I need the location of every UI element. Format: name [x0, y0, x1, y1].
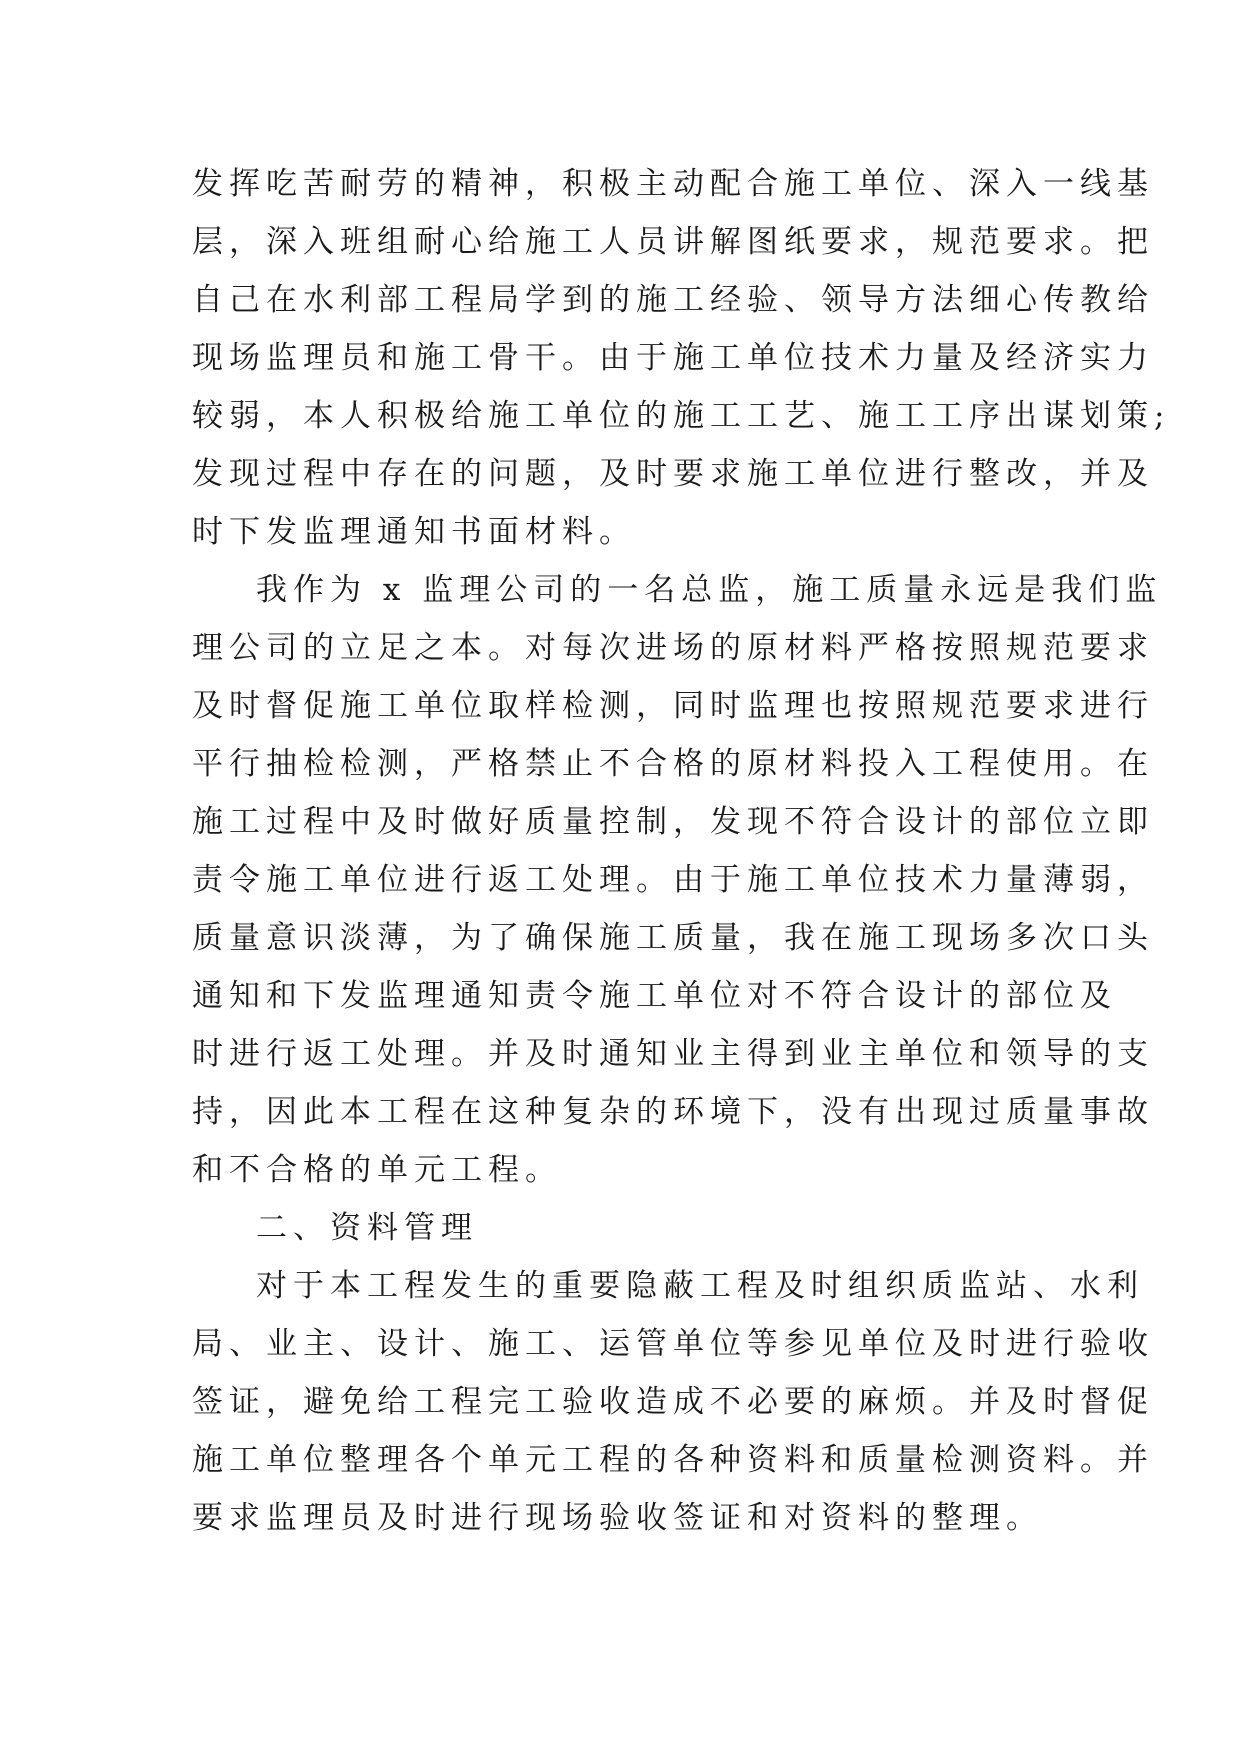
text-line: 责令施工单位进行返工处理。由于施工单位技术力量薄弱，: [192, 862, 1154, 898]
document-body: [192, 155, 1171, 1547]
text-line: 时进行返工处理。并及时通知业主得到业主单位和领导的支: [192, 1036, 1154, 1072]
text-line: 及时督促施工单位取样检测，同时监理也按照规范要求进行: [192, 688, 1154, 724]
section-heading-text: 二、资料管理: [256, 1210, 478, 1246]
text-line: 要求监理员及时进行现场验收签证和对资料的整理。: [192, 1500, 1043, 1536]
text-line: 通知和下发监理通知责令施工单位对不符合设计的部位及: [192, 978, 1117, 1014]
text-line: 质量意识淡薄，为了确保施工质量，我在施工现场多次口头: [192, 920, 1154, 956]
text-line: 局、业主、设计、施工、运管单位等参见单位及时进行验收: [192, 1326, 1154, 1362]
paragraph-site-work: [192, 155, 1171, 561]
text-line: 对于本工程发生的重要隐蔽工程及时组织质监站、水利: [256, 1268, 1144, 1304]
text-line: 现场监理员和施工骨干。由于施工单位技术力量及经济实力: [192, 340, 1154, 376]
text-line: 施工过程中及时做好质量控制，发现不符合设计的部位立即: [192, 804, 1154, 840]
text-line: 和不合格的单元工程。: [192, 1152, 562, 1188]
text-line: 较弱，本人积极给施工单位的施工工艺、施工工序出谋划策;: [192, 398, 1171, 434]
paragraph-quality-control: [192, 561, 1163, 1199]
section-heading: [192, 1199, 1052, 1257]
text-line: 签证，避免给工程完工验收造成不必要的麻烦。并及时督促: [192, 1384, 1154, 1420]
text-line: 层，深入班组耐心给施工人员讲解图纸要求，规范要求。把: [192, 224, 1154, 260]
text-line: 我作为 x 监理公司的一名总监，施工质量永远是我们监: [256, 572, 1163, 608]
text-line: 平行抽检检测，严格禁止不合格的原材料投入工程使用。在: [192, 746, 1154, 782]
text-line: 持，因此本工程在这种复杂的环境下，没有出现过质量事故: [192, 1094, 1154, 1130]
paragraph-documentation: [192, 1257, 1154, 1547]
text-line: 时下发监理通知书面材料。: [192, 514, 636, 550]
text-line: 发现过程中存在的问题，及时要求施工单位进行整改，并及: [192, 456, 1154, 492]
text-line: 施工单位整理各个单元工程的各种资料和质量检测资料。并: [192, 1442, 1154, 1478]
text-line: 发挥吃苦耐劳的精神，积极主动配合施工单位、深入一线基: [192, 166, 1154, 202]
text-line: 理公司的立足之本。对每次进场的原材料严格按照规范要求: [192, 630, 1154, 666]
text-line: 自己在水利部工程局学到的施工经验、领导方法细心传教给: [192, 282, 1154, 318]
